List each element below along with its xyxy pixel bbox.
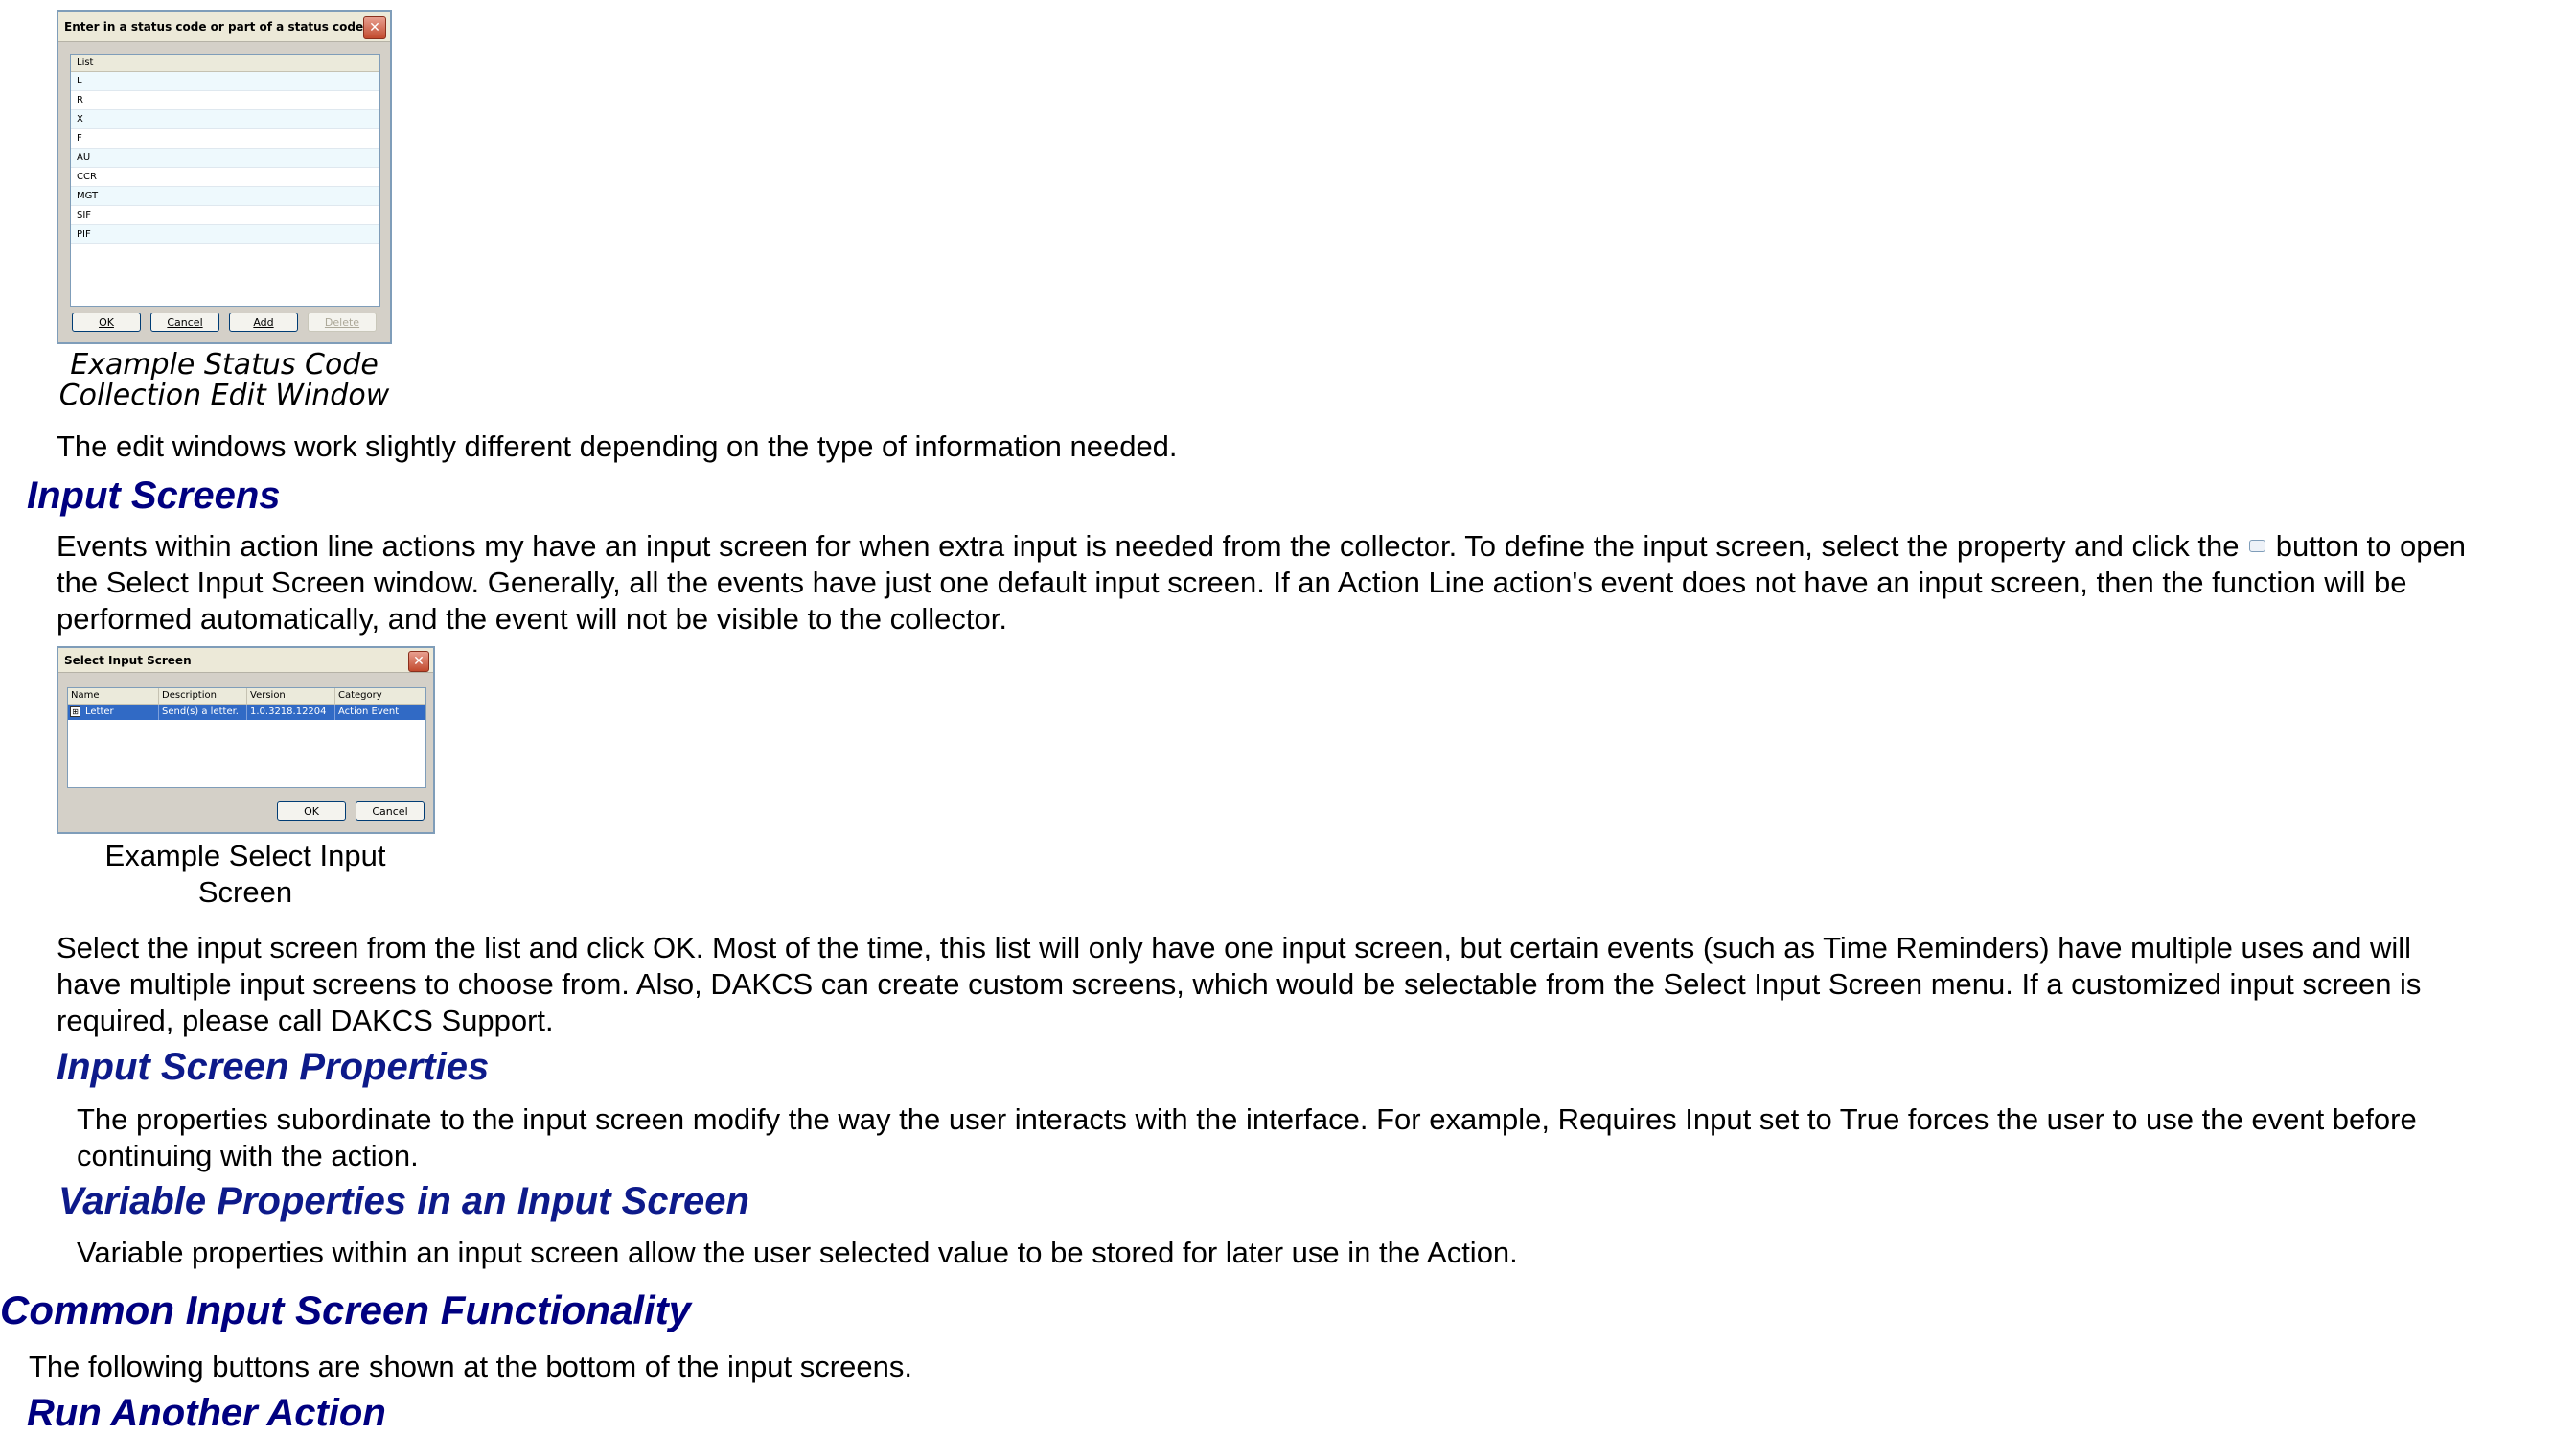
heading-input-screen-properties: Input Screen Properties — [57, 1046, 490, 1088]
caption-line: Example Status Code — [70, 348, 379, 382]
heading-common-functionality: Common Input Screen Functionality — [0, 1287, 692, 1332]
paragraph-line: Select the input screen from the list and click OK. Most of the time, this list will only have one input screen, but certain events (such as Time Reminders) have multiple uses and will — [57, 931, 2411, 964]
list-item[interactable]: L — [71, 72, 380, 91]
paragraph-text: Events within action line actions my have an input screen for when extra input is needed from the collector. To define the input screen, select the property and click the — [57, 529, 2240, 563]
heading-input-screens: Input Screens — [27, 475, 281, 517]
paragraph-events — [57, 528, 2466, 637]
add-button[interactable]: Add — [229, 313, 298, 332]
cell-name — [68, 705, 159, 720]
figure-caption-status-window — [33, 350, 416, 411]
list-column-header[interactable]: List — [71, 55, 380, 72]
column-header-category[interactable]: Category — [335, 688, 426, 704]
cell-version: 1.0.3218.12204 — [247, 705, 335, 720]
paragraph-line: continuing with the action. — [77, 1139, 419, 1172]
paragraph-line: the Select Input Screen window. Generally, all the events have just one default input screen. If an Action Line action's event does not have an input screen, then the function will be — [57, 566, 2407, 599]
heading-variable-properties: Variable Properties in an Input Screen — [58, 1180, 749, 1222]
grid-header — [68, 688, 426, 705]
delete-button[interactable]: Delete — [308, 313, 377, 332]
list-item[interactable]: F — [71, 129, 380, 149]
status-code-list[interactable] — [70, 54, 380, 307]
ok-button[interactable]: OK — [277, 801, 346, 821]
list-item[interactable]: R — [71, 91, 380, 110]
paragraph-line: performed automatically, and the event will not be visible to the collector. — [57, 602, 1007, 636]
cell-description: Send(s) a letter. — [159, 705, 247, 720]
window-title: Select Input Screen — [58, 648, 433, 673]
ok-button[interactable]: OK — [72, 313, 141, 332]
paragraph-line — [57, 528, 2466, 565]
paragraph-variable: Variable properties within an input screen allow the user selected value to be stored for later use in the Action. — [77, 1236, 1518, 1269]
input-screen-grid[interactable] — [67, 687, 426, 788]
paragraph-edit-windows: The edit windows work slightly different depending on the type of information needed. — [57, 429, 1178, 463]
paragraph-text: button to open — [2275, 529, 2466, 563]
list-item[interactable]: SIF — [71, 206, 380, 225]
list-item[interactable]: MGT — [71, 187, 380, 206]
column-header-name[interactable]: Name — [68, 688, 159, 704]
paragraph-line: required, please call DAKCS Support. — [57, 1004, 554, 1037]
list-item[interactable]: AU — [71, 149, 380, 168]
cancel-button[interactable]: Cancel — [150, 313, 219, 332]
list-item[interactable]: PIF — [71, 225, 380, 244]
cell-category: Action Event — [338, 706, 400, 717]
cancel-button[interactable]: Cancel — [356, 801, 425, 821]
caption-line: Example Select Input — [104, 839, 386, 872]
grid-row-icon: ⊞ — [70, 706, 80, 717]
status-code-edit-window — [57, 10, 392, 344]
paragraph-line: The properties subordinate to the input screen modify the way the user interacts with the interface. For example, Requires Input set to True forces the user to use the event before — [77, 1102, 2417, 1136]
figure-caption-select-window — [56, 838, 435, 911]
window-title: Enter in a status code or part of a status code — [58, 12, 390, 42]
list-item[interactable]: X — [71, 110, 380, 129]
cell-text: Letter — [85, 706, 114, 717]
heading-run-another-action: Run Another Action — [27, 1392, 386, 1434]
paragraph-select — [57, 930, 2421, 1039]
caption-line: Screen — [197, 875, 293, 909]
paragraph-common: The following buttons are shown at the bottom of the input screens. — [29, 1350, 912, 1383]
caption-line: Collection Edit Window — [58, 379, 390, 412]
column-header-description[interactable]: Description — [159, 688, 247, 704]
paragraph-properties — [77, 1101, 2417, 1174]
table-row[interactable] — [68, 705, 426, 720]
select-input-screen-window — [57, 646, 435, 834]
close-icon[interactable]: ✕ — [408, 651, 429, 672]
paragraph-line: have multiple input screens to choose from. Also, DAKCS can create custom screens, which would be selectable from the Select Input Screen menu. If a customized input screen is — [57, 967, 2422, 1001]
column-header-version[interactable]: Version — [247, 688, 335, 704]
ellipsis-button-icon — [2249, 540, 2266, 552]
list-item[interactable]: CCR — [71, 168, 380, 187]
close-icon[interactable]: ✕ — [363, 16, 386, 39]
